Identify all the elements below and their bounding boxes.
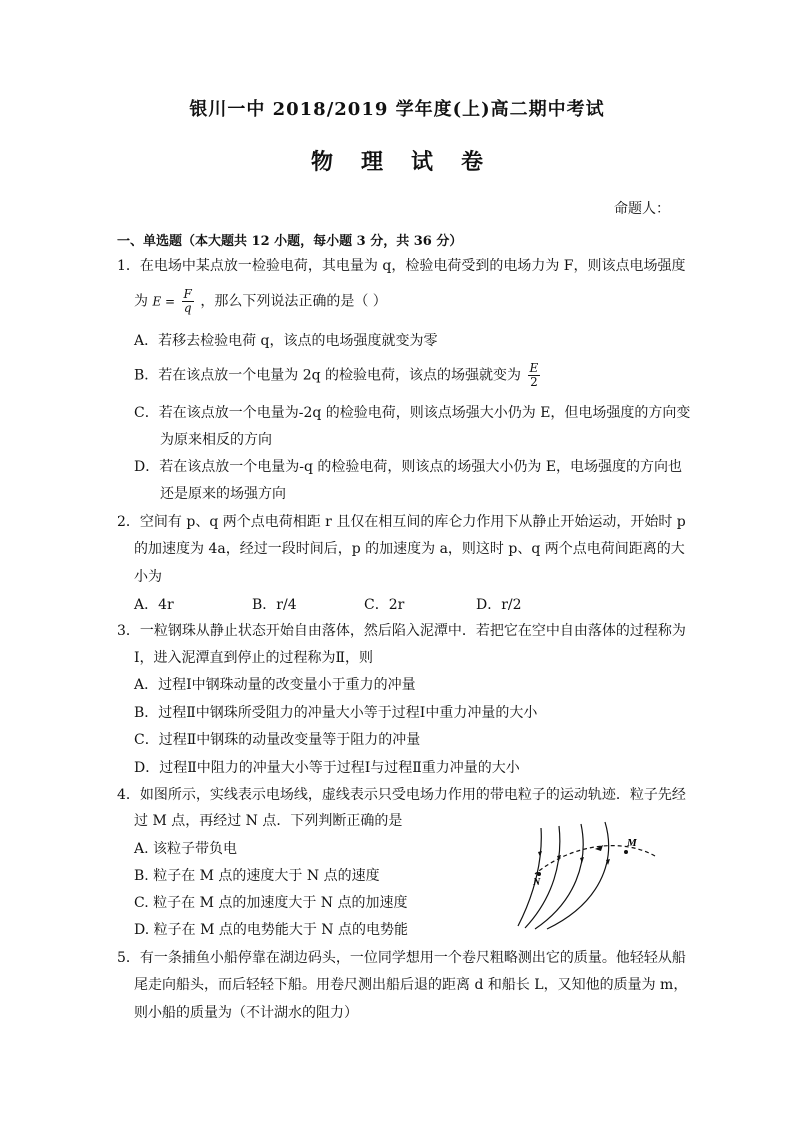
q3-option-d: D．过程Ⅱ中阻力的冲量大小等于过程Ⅰ与过程Ⅱ重力冲量的大小 <box>134 760 520 776</box>
arrow-1 <box>538 851 542 857</box>
q2-line2: 的加速度为 4a，经过一段时间后，p 的加速度为 a，则这时 p、q 两个点电荷间距离的大 <box>134 541 685 557</box>
figure-label-m: M <box>627 837 637 849</box>
q3-line1: 3．一粒钢珠从静止状态开始自由落体，然后陷入泥潭中．若把它在空中自由落体的过程称为 <box>117 623 686 639</box>
q1-option-b-text: B．若在该点放一个电量为 2q 的检验电荷，该点的场强就变为 <box>134 367 522 384</box>
q1-formula-lhs: E = <box>152 294 176 309</box>
q3-option-b: B．过程Ⅱ中钢珠所受阻力的冲量大小等于过程Ⅰ中重力冲量的大小 <box>134 705 538 721</box>
q5-line3: 则小船的质量为（不计湖水的阻力） <box>134 1005 358 1021</box>
point-m <box>624 850 628 854</box>
q1-formula-denominator: q <box>183 301 192 315</box>
q1-option-b-denominator: 2 <box>530 375 538 389</box>
q2-option-a: A．4r <box>134 597 174 613</box>
q4-field-line-figure <box>513 818 663 930</box>
q1-option-c-line1: C．若在该点放一个电量为-2q 的检验电荷，则该点场强大小仍为 E，但电场强度的方向变 <box>134 405 691 421</box>
section-heading: 一、单选题（本大题共 12 小题，每小题 3 分，共 36 分） <box>117 234 463 249</box>
q4-option-b: B. 粒子在 M 点的速度大于 N 点的速度 <box>134 868 380 884</box>
q3-option-c: C．过程Ⅱ中钢珠的动量改变量等于阻力的冲量 <box>134 732 421 748</box>
q2-option-d: D．r/2 <box>476 597 522 613</box>
q4-option-a: A. 该粒子带负电 <box>134 841 238 857</box>
q4-option-d: D. 粒子在 M 点的电势能大于 N 点的电势能 <box>134 922 409 938</box>
q3-option-a: A．过程Ⅰ中钢珠动量的改变量小于重力的冲量 <box>134 677 416 693</box>
particle-trajectory <box>535 846 655 874</box>
q4-line1: 4．如图所示，实线表示电场线，虚线表示只受电场力作用的带电粒子的运动轨迹．粒子先经 <box>117 787 686 803</box>
q1-option-b-fraction <box>528 362 541 389</box>
q1-stem-prefix: 为 <box>134 293 148 310</box>
q1-option-d-line2: 还是原来的场强方向 <box>160 486 286 502</box>
q1-option-a: A．若移去检验电荷 q，该点的电场强度就变为零 <box>134 333 438 349</box>
q3-line2: Ⅰ，进入泥潭直到停止的过程称为Ⅱ，则 <box>134 650 374 666</box>
q4-line2: 过 M 点，再经过 N 点．下列判断正确的是 <box>134 813 403 829</box>
field-line-3 <box>535 824 583 929</box>
exam-title: 银川一中 2018/2019 学年度(上)高二期中考试 <box>189 99 605 120</box>
q2-option-c: C．2r <box>364 597 405 613</box>
q2-line1: 2．空间有 p、q 两个点电荷相距 r 且仅在相互间的库仑力作用下从静止开始运动，开始时 p <box>117 514 686 530</box>
q2-line3: 小为 <box>134 569 162 585</box>
author-label: 命题人： <box>614 201 670 217</box>
q1-formula-fraction <box>182 288 194 315</box>
q1-option-b-numerator: E <box>529 361 539 375</box>
arrow-3 <box>580 857 584 863</box>
q1-formula-numerator: F <box>183 287 192 301</box>
q1-stem-suffix: ，那么下列说法正确的是（ ） <box>200 293 387 310</box>
exam-subtitle: 物理试卷 <box>310 149 511 175</box>
q1-stem-line1: 1．在电场中某点放一检验电荷，其电量为 q，检验电荷受到的电场力为 F，则该点电场强度 <box>117 258 686 274</box>
q5-line1: 5．有一条捕鱼小船停靠在湖边码头，一位同学想用一个卷尺粗略测出它的质量。他轻轻从船 <box>117 950 686 966</box>
point-n <box>537 872 541 876</box>
figure-label-n: N <box>533 877 541 888</box>
q2-option-b: B．r/4 <box>252 597 297 613</box>
q5-line2: 尾走向船头，而后轻轻下船。用卷尺测出船后退的距离 d 和船长 L，又知他的质量为 m， <box>134 977 688 993</box>
q1-option-c-line2: 为原来相反的方向 <box>160 432 272 448</box>
q1-stem-line2 <box>134 288 387 315</box>
field-line-arrows <box>538 851 610 865</box>
q1-option-b <box>134 362 542 389</box>
q1-option-d-line1: D．若在该点放一个电量为-q 的检验电荷，则该点的场强大小仍为 E，电场强度的方向也 <box>134 459 683 475</box>
q4-option-c: C. 粒子在 M 点的加速度大于 N 点的加速度 <box>134 895 408 911</box>
